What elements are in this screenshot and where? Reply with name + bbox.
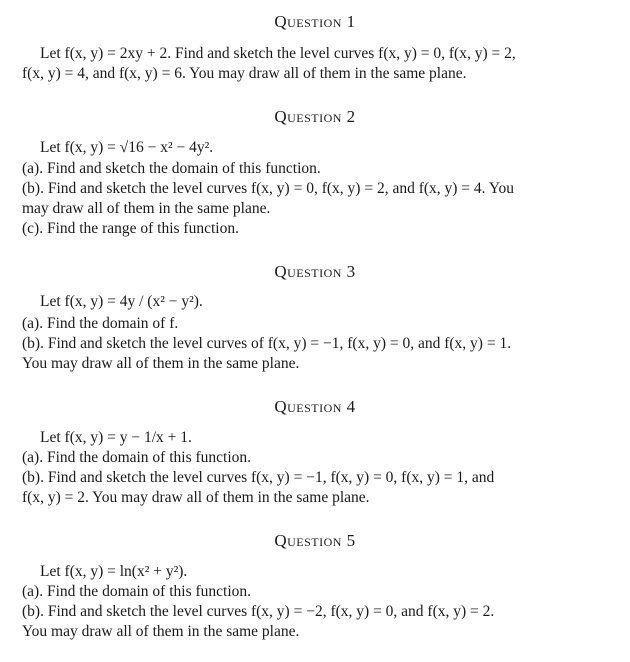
question-5-line-2: (a). Find the domain of this function. (22, 583, 252, 600)
question-1-line-2: f(x, y) = 4, and f(x, y) = 6. You may draw all of them in the same plane. (22, 65, 467, 82)
question-3-line-4: You may draw all of them in the same plane. (22, 355, 300, 372)
question-5-line-4: You may draw all of them in the same plane. (22, 623, 300, 640)
question-3-line-1: Let f(x, y) = 4y / (x² − y²). (40, 293, 203, 310)
question-2-line-2: (a). Find and sketch the domain of this function. (22, 160, 321, 177)
question-1-title: Question 1 (274, 12, 356, 31)
question-4-line-2: (a). Find the domain of this function. (22, 449, 252, 466)
question-4-line-4: f(x, y) = 2. You may draw all of them in the same plane. (22, 489, 370, 506)
question-2-line-4: may draw all of them in the same plane. (22, 200, 271, 217)
question-5-line-3: (b). Find and sketch the level curves f(x, y) = −2, f(x, y) = 0, and f(x, y) = 2. (22, 603, 495, 620)
question-4-line-1: Let f(x, y) = y − 1/x + 1. (40, 429, 192, 446)
question-2-title: Question 2 (274, 107, 356, 126)
question-3-line-2: (a). Find the domain of f. (22, 315, 179, 332)
question-2-line-1: Let f(x, y) = √16 − x² − 4y². (40, 139, 214, 156)
question-3-title: Question 3 (274, 262, 356, 281)
question-5-title: Question 5 (274, 531, 356, 550)
question-2-line-3: (b). Find and sketch the level curves f(x, y) = 0, f(x, y) = 2, and f(x, y) = 4. You (22, 180, 514, 197)
question-2-line-5: (c). Find the range of this function. (22, 220, 239, 237)
question-4-line-3: (b). Find and sketch the level curves f(x, y) = −1, f(x, y) = 0, f(x, y) = 1, and (22, 469, 495, 486)
question-1-line-1: Let f(x, y) = 2xy + 2. Find and sketch the level curves f(x, y) = 0, f(x, y) = 2, (40, 45, 516, 62)
question-3-line-3: (b). Find and sketch the level curves of f(x, y) = −1, f(x, y) = 0, and f(x, y) = 1. (22, 335, 512, 352)
question-4-title: Question 4 (274, 397, 356, 416)
question-5-line-1: Let f(x, y) = ln(x² + y²). (40, 563, 188, 580)
